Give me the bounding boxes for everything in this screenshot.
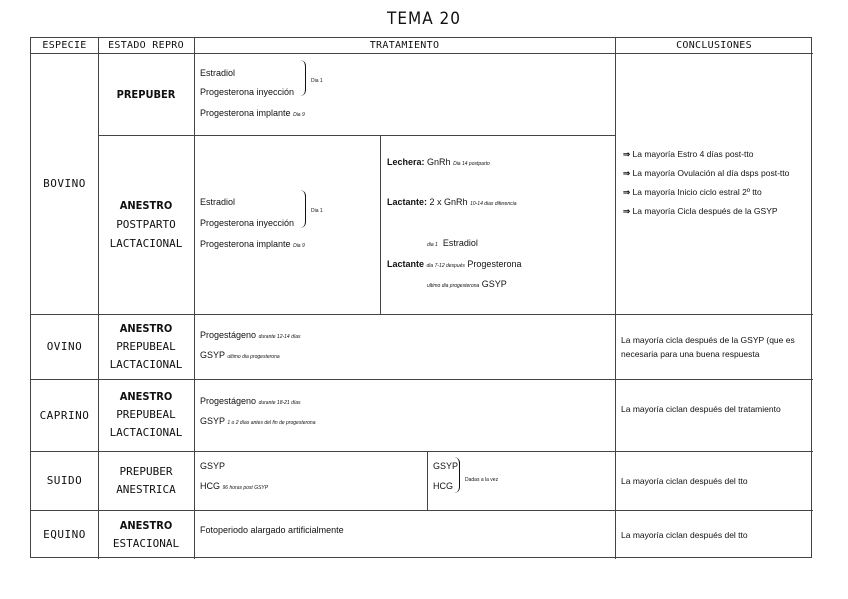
treatment-table: [30, 37, 812, 558]
treatment-text: GSYP: [200, 461, 226, 471]
estado-label: PREPUBER: [119, 464, 173, 478]
estado-label: PREPUBEAL: [116, 339, 176, 353]
treatment-text: Estradiol: [200, 197, 236, 207]
day-note: Dia 14 postparto: [453, 161, 490, 167]
estado-label: LACTACIONAL: [109, 357, 183, 371]
treatment-text: GnRh: [427, 157, 451, 167]
day-note: durante 12-14 días: [258, 334, 301, 340]
species-bovino: BOVINO: [43, 177, 86, 190]
label-lactante: Lactante: [387, 259, 425, 269]
conclusion-item: [623, 166, 813, 180]
treatment-line: [200, 239, 305, 249]
treatment-line: [200, 108, 305, 118]
suido-conclusion: La mayoría ciclan después del tto: [621, 476, 748, 486]
day-note: durante 18-21 días: [258, 400, 301, 406]
conclusion-text: La mayoría Inicio ciclo estral 2º tto: [632, 187, 762, 197]
page-title: TEMA 20: [387, 9, 461, 29]
estado-label: ANESTRO: [119, 518, 173, 532]
arrow-right-icon: ⇒: [623, 206, 631, 216]
estado-anestro-postparto: [98, 135, 194, 314]
estado-label: ESTACIONAL: [112, 536, 180, 550]
day-note: dia 1: [427, 242, 438, 248]
estado-label: ANESTRO: [119, 390, 173, 403]
day-note: 96 horas post GSYP: [222, 485, 269, 491]
conclusion-text: La mayoría Estro 4 días post-tto: [632, 149, 754, 159]
brace-icon: [299, 60, 306, 96]
estado-label: ANESTRO: [119, 199, 173, 212]
conclusion-item: [623, 185, 813, 199]
bovino-conclusiones: [623, 147, 813, 218]
day-note: 10-14 dias diferencia: [470, 201, 517, 207]
treatment-text: 2 x GnRh: [429, 197, 468, 207]
header-estado: ESTADO REPRO: [108, 40, 184, 51]
day-note: Dia 1: [311, 78, 323, 84]
treatment-text: Progesterona inyección: [200, 87, 295, 97]
lactante-line: [387, 259, 521, 269]
treatment-text: Estradiol: [442, 238, 478, 248]
day-note: Dia 1: [311, 208, 323, 214]
brace-icon: [299, 190, 306, 228]
estado-label: ANESTRICA: [116, 482, 176, 496]
species-ovino: OVINO: [46, 340, 83, 353]
arrow-right-icon: ⇒: [623, 149, 631, 159]
caprino-conclusion: La mayoría ciclan después del tratamiento: [621, 404, 781, 414]
estado-label: POSTPARTO: [116, 218, 176, 231]
treatment-text: GSYP: [200, 416, 225, 426]
treatment-text: Progesterona inyección: [200, 218, 295, 228]
header-especie: ESPECIE: [42, 40, 87, 51]
treatment-text: Fotoperiodo alargado artificialmente: [200, 525, 344, 535]
conclusion-text: La mayoría Ovulación al día dsps post-tto: [632, 168, 790, 178]
estado-label: ANESTRO: [119, 321, 173, 335]
lactante-line: [387, 197, 517, 207]
treatment-line: [200, 416, 316, 426]
treatment-text: Progesterona implante: [200, 108, 291, 118]
estado-label: PREPUBER: [116, 87, 176, 101]
treatment-text: Estradiol: [200, 68, 236, 78]
label-lechera: Lechera:: [387, 157, 425, 167]
treatment-text: Progesterona implante: [200, 239, 291, 249]
estado-ovino: [98, 314, 194, 379]
estado-equino: [98, 510, 194, 559]
treatment-text: HCG: [200, 481, 220, 491]
gsyp-line: [427, 279, 507, 289]
treatment-text: HCG: [433, 481, 453, 491]
treatment-text: Progestágeno: [200, 396, 257, 406]
ovino-conclusion: La mayoría cicla después de la GSYP (que es necesaria para una buena respuesta: [621, 335, 795, 359]
col-divider: [194, 38, 195, 559]
estado-suido: [98, 451, 194, 510]
estado-label: PREPUBEAL: [116, 408, 176, 421]
header-tratamiento: TRATAMIENTO: [369, 40, 440, 51]
header-conclusiones: CONCLUSIONES: [676, 40, 752, 51]
col-divider: [615, 38, 616, 559]
day-note: 1 o 2 días antes del fin de progesterona: [227, 420, 316, 426]
treatment-line: [200, 350, 280, 360]
species-equino: EQUINO: [43, 528, 86, 541]
col-divider: [427, 451, 428, 510]
lechera-line: [387, 157, 490, 167]
treatment-line: [200, 396, 301, 406]
day-note: dia 7-12 después: [426, 263, 465, 269]
arrow-right-icon: ⇒: [623, 168, 631, 178]
estado-label: LACTACIONAL: [109, 426, 183, 439]
treatment-line: [200, 330, 301, 340]
conclusion-text: La mayoría Cicla después de la GSYP: [632, 206, 778, 216]
treatment-text: GSYP: [481, 279, 507, 289]
day-note: Dadas a la vez: [465, 477, 499, 483]
estado-prepuber: [98, 53, 194, 135]
treatment-text: GSYP: [200, 350, 225, 360]
treatment-text: GSYP: [433, 461, 459, 471]
day-note: Dia 9: [293, 243, 305, 249]
treatment-text: Progestágeno: [200, 330, 257, 340]
label-lactante: Lactante:: [387, 197, 428, 207]
estradiol-line: [427, 238, 478, 248]
col-divider: [380, 135, 381, 314]
species-caprino: CAPRINO: [39, 408, 90, 422]
day-note: Dia 9: [293, 112, 305, 118]
treatment-text: Progesterona: [467, 259, 522, 269]
estado-caprino: [98, 379, 194, 451]
arrow-right-icon: ⇒: [623, 187, 631, 197]
species-suido: SUIDO: [46, 474, 83, 487]
treatment-line: [200, 481, 268, 491]
day-note: ultimo dia progesterona: [427, 283, 480, 289]
conclusion-item: [623, 204, 813, 218]
equino-conclusion: La mayoría ciclan después del tto: [621, 530, 748, 540]
day-note: ultimo dia progesterona: [227, 354, 280, 360]
brace-icon: [454, 457, 460, 493]
estado-label: LACTACIONAL: [109, 237, 183, 250]
conclusion-item: [623, 147, 813, 161]
